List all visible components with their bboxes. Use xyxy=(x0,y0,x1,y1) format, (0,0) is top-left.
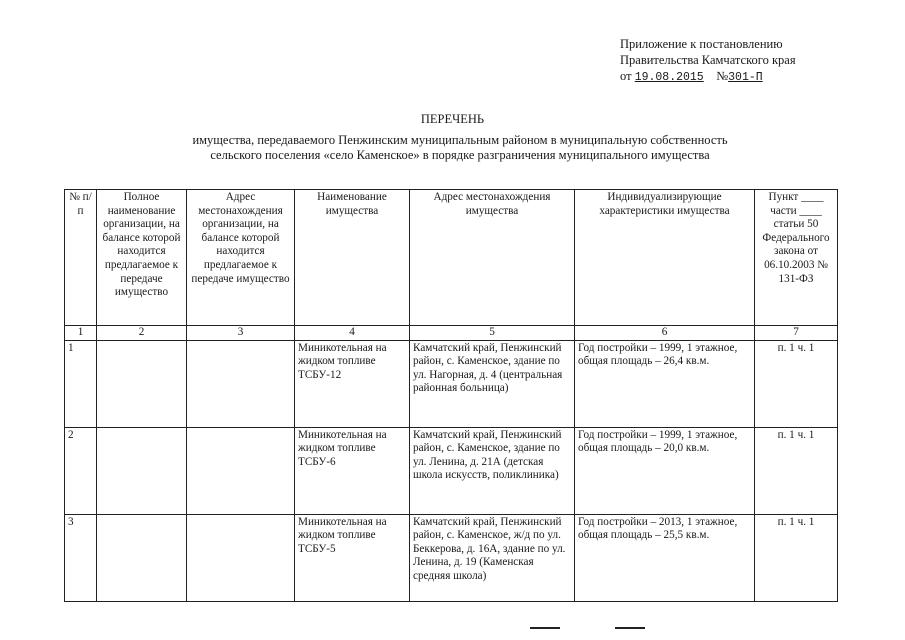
header-number: № п/п xyxy=(65,190,97,326)
characteristics-cell: Год постройки – 2013, 1 этажное, общая площадь – 25,5 кв.м. xyxy=(575,514,755,601)
org-name-cell xyxy=(97,340,187,427)
org-name-cell xyxy=(97,514,187,601)
characteristics-cell: Год постройки – 1999, 1 этажное, общая площадь – 20,0 кв.м. xyxy=(575,427,755,514)
header-org-address: Адрес местонахождения организации, на балансе которой находится предлагаемое к передаче имущество xyxy=(187,190,295,326)
law-point-cell: п. 1 ч. 1 xyxy=(755,427,838,514)
property-name-cell: Миникотельная на жидком топливе ТСБУ-12 xyxy=(295,340,410,427)
column-number: 5 xyxy=(410,326,575,341)
column-number: 2 xyxy=(97,326,187,341)
law-point-cell: п. 1 ч. 1 xyxy=(755,514,838,601)
decree-number: 301-П xyxy=(728,71,763,84)
number-label: № xyxy=(716,69,729,83)
property-table xyxy=(64,189,838,602)
header-characteristics: Индивидуализирующие характеристики имущества xyxy=(575,190,755,326)
property-address-cell: Камчатский край, Пенжинский район, с. Каменское, здание по ул. Ленина, д. 21А (детская школа искусств, поликлиника) xyxy=(410,427,575,514)
appendix-note xyxy=(620,36,796,86)
table-row xyxy=(65,514,838,601)
row-number: 3 xyxy=(65,514,97,601)
header-property-address: Адрес местонахождения имущества xyxy=(410,190,575,326)
appendix-line-1: Приложение к постановлению xyxy=(620,37,783,51)
property-address-cell: Камчатский край, Пенжинский район, с. Каменское, здание по ул. Нагорная, д. 4 (центральная районная больница) xyxy=(410,340,575,427)
column-number: 7 xyxy=(755,326,838,341)
decree-date: 19.08.2015 xyxy=(634,71,704,84)
table-row xyxy=(65,340,838,427)
org-address-cell xyxy=(187,514,295,601)
column-number: 4 xyxy=(295,326,410,341)
subtitle-line-1: имущества, передаваемого Пенжинским муниципальным районом в муниципальную собственность xyxy=(192,133,728,147)
appendix-line-2: Правительства Камчатского края xyxy=(620,53,796,67)
document-subtitle xyxy=(100,133,820,163)
property-address-cell: Камчатский край, Пенжинский район, с. Каменское, ж/д по ул. Беккерова, д. 16А, здание по ул. Ленина, д. 19 (Каменская средняя школа) xyxy=(410,514,575,601)
page-edge-mark xyxy=(530,627,560,629)
document-title: ПЕРЕЧЕНЬ xyxy=(420,112,485,126)
column-number: 6 xyxy=(575,326,755,341)
column-number: 1 xyxy=(65,326,97,341)
header-org-name: Полное наименование организации, на балансе которой находится предлагаемое к передаче имущество xyxy=(97,190,187,326)
table-row xyxy=(65,427,838,514)
table-header-row xyxy=(65,190,838,326)
page-edge-mark xyxy=(615,627,645,629)
org-name-cell xyxy=(97,427,187,514)
property-name-cell: Миникотельная на жидком топливе ТСБУ-6 xyxy=(295,427,410,514)
characteristics-cell: Год постройки – 1999, 1 этажное, общая площадь – 26,4 кв.м. xyxy=(575,340,755,427)
appendix-decree-line xyxy=(620,68,796,86)
law-point-cell: п. 1 ч. 1 xyxy=(755,340,838,427)
subtitle-line-2: сельского поселения «село Каменское» в порядке разграничения муниципального имущества xyxy=(210,148,710,162)
property-name-cell: Миникотельная на жидком топливе ТСБУ-5 xyxy=(295,514,410,601)
from-label: от xyxy=(620,69,632,83)
column-number: 3 xyxy=(187,326,295,341)
column-number-row xyxy=(65,326,838,341)
row-number: 2 xyxy=(65,427,97,514)
row-number: 1 xyxy=(65,340,97,427)
org-address-cell xyxy=(187,340,295,427)
org-address-cell xyxy=(187,427,295,514)
header-property-name: Наименование имущества xyxy=(295,190,410,326)
header-law-point: Пункт ____ части ____ статьи 50 Федерального закона от 06.10.2003 № 131-ФЗ xyxy=(755,190,838,326)
